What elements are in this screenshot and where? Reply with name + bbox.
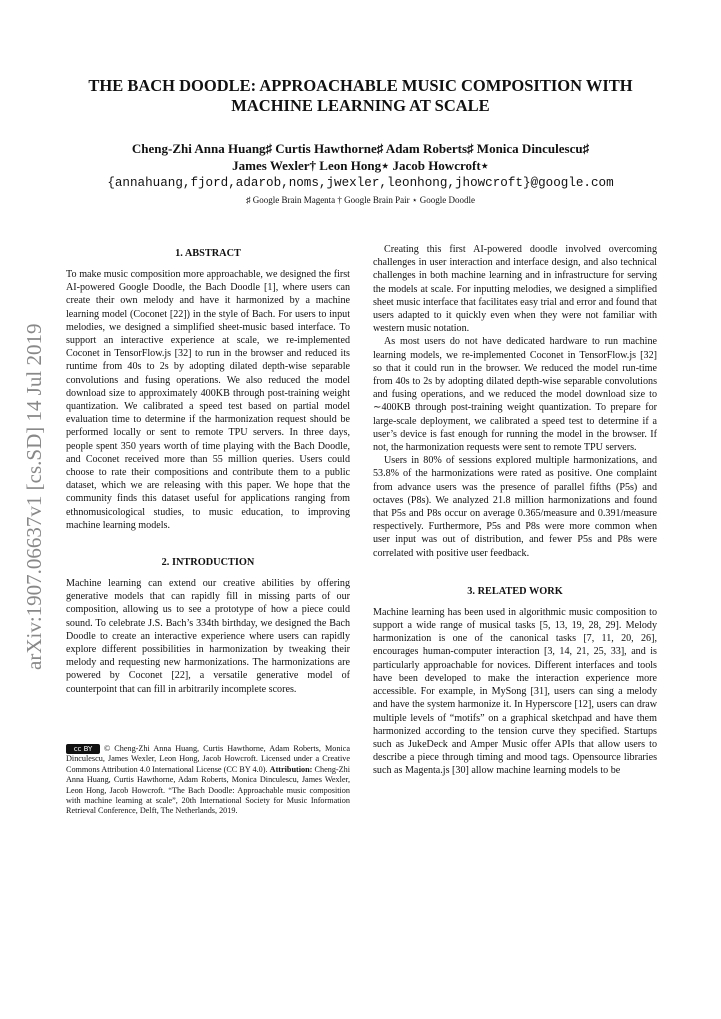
- author-line-2: James Wexler† Leon Hong⋆ Jacob Howcroft⋆: [232, 158, 489, 173]
- license-footnote: [66, 744, 350, 817]
- author-list: [40, 140, 681, 174]
- cc-by-badge-icon: cc BY: [66, 744, 100, 754]
- introduction-heading: 2. INTRODUCTION: [161, 557, 255, 569]
- attribution-text: Cheng-Zhi Anna Huang, Curtis Hawthorne, Adam Roberts, Monica Dinculescu, James Wexler, Leon Hong, Jacob Howcroft. “The Bach Doodle: Approachable music composition with machine learning at scale”, 20th International Society for Music Information Retrieval Conference, Delft, The Netherlands, 2019.: [66, 764, 351, 816]
- attribution-label: Attribution:: [269, 764, 313, 774]
- title-line-2: MACHINE LEARNING AT SCALE: [231, 96, 490, 115]
- author-emails: {annahuang,fjord,adarob,noms,jwexler,leonhong,jhowcroft}@google.com: [107, 176, 614, 190]
- left-column: [66, 247, 350, 817]
- right-column: [373, 243, 657, 778]
- introduction-text: Machine learning can extend our creative abilities by offering generative models that can rapidly fill in missing parts of our composition, allowing us to see a prototype of how a piece could sound. To celebrate J.S. Bach’s 334th birthday, we designed the Bach Doodle to create an interactive experience where users can rapidly explore different possibilities in harmonization by tweaking their melody and requesting new harmonizations. The harmonizations are powered by Coconet [22], a versatile generative model of counterpoint that can fill in arbitrarily incomplete scores.: [66, 578, 350, 695]
- paper-title: [60, 76, 661, 116]
- license-text: © Cheng-Zhi Anna Huang, Curtis Hawthorne, Adam Roberts, Monica Dinculescu, James Wexler, Leon Hong, Jacob Howcroft. Licensed under a Creative Commons Attribution 4.0 International License (CC BY 4.0).: [66, 743, 350, 774]
- author-affiliations: ♯ Google Brain Magenta † Google Brain Pair ⋆ Google Doodle: [245, 195, 476, 205]
- intro-paragraph-4: Users in 80% of sessions explored multiple harmonizations, and 53.8% of the harmonizations were rated as positive. One complaint from advance users was the presence of parallel fifths (P5s) and octaves (P8s). We analyzed 21.8 million harmonizations and found that P5s and P8s occur on average 0.365/measure and 0.391/measure respectively. Furthermore, P5s and P8s were more common when user input was out of distribution, and fewer P5s and P8s were correlated with positive user feedback.: [373, 455, 657, 559]
- intro-paragraph-3: As most users do not have dedicated hardware to run machine learning models, we re-implemented Coconet in TensorFlow.js [32] so that it could run in the browser. We reduced the model run-time from 40s to 2s by adopting dilated depth-wise separable convolutions and fusing operations, and we reduced the model download size to ∼400KB through post-training weight quantization. To prepare for large-scale deployment, we calibrated a speed test to determine if a user’s device is fast enough for running the model in the browser. If not, the harmonization requests were sent to remote TPU servers.: [373, 336, 657, 454]
- related-work-text: Machine learning has been used in algorithmic music composition to support a wide range of musical tasks [5, 13, 19, 28, 29]. Melody harmonization is one of the canonical tasks [7, 11, 20, 26], encourages human-computer interaction [3, 14, 21, 25, 33], and is particularly approachable for novices. Different interfaces and tools have been developed to make the interaction experience more accessible. For example, in MySong [31], users can sing a melody and have the system harmonize it. In Hyperscore [12], users can draw multiple levels of “motifs” on a graphical sketchpad and have them harmonized according to the tension curve they specified. Startups such as JukeDeck and Amper Music offer APIs that allow users to describe a piece through timing and mood tags. Opensource libraries such as Magenta.js [30] allow machine learning models to be: [373, 606, 657, 777]
- abstract-heading: 1. ABSTRACT: [175, 248, 241, 259]
- title-line-1: THE BACH DOODLE: APPROACHABLE MUSIC COMPOSITION WITH: [88, 76, 633, 95]
- related-work-heading: 3. RELATED WORK: [467, 585, 563, 597]
- author-line-1: Cheng-Zhi Anna Huang♯ Curtis Hawthorne♯ Adam Roberts♯ Monica Dinculescu♯: [131, 141, 590, 156]
- arxiv-identifier: arXiv:1907.06637v1 [cs.SD] 14 Jul 2019: [22, 323, 46, 670]
- abstract-text: To make music composition more approachable, we designed the first AI-powered Google Doodle, the Bach Doodle [1], where users can create their own melody and have it harmonized by a machine learning model (Coconet [22]) in the style of Bach. For users to input melodies, we designed a simplified sheet-music based interface. To support an interactive experience at scale, we re-implemented Coconet in TensorFlow.js [32] to run in the browser and reduced its runtime from 40s to 2s by adopting dilated depth-wise separable convolutions and fusing operations. We also reduced the model download size to approximately 400KB through post-training weight quantization. We calibrated a speed test based on partial model evaluation time to determine if the harmonization request should be performed locally or sent to remote TPU servers. In three days, people spent 350 years worth of time playing with the Bach Doodle, and Coconet received more than 55 million queries. Users could choose to rate their compositions and contribute them to a public dataset, which we are releasing with this paper. We hope that the community finds this dataset useful for applications ranging from ethnomusicological studies, to music education, to improving machine learning models.: [66, 269, 350, 531]
- intro-paragraph-2: Creating this first AI-powered doodle involved overcoming challenges in user interaction and interface design, and also technical challenges in both machine learning and in infrastructure for serving the models at scale. For inputting melodies, we designed a simplified sheet music interface that facilitates easy trial and error and found that users adapted to it quickly even when they were not familiar with western music notation.: [373, 244, 657, 335]
